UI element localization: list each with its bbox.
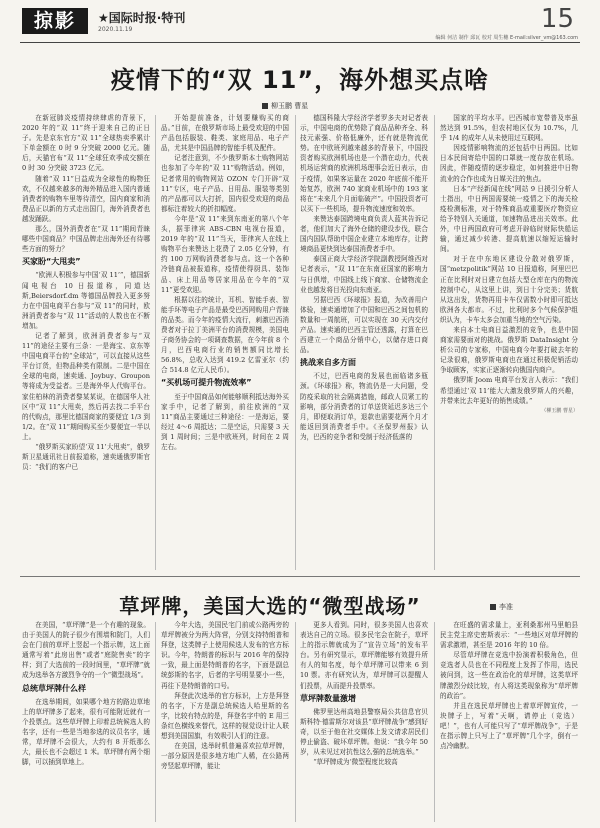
- column-divider: [155, 115, 156, 570]
- paragraph: 国家的平均水平。巴西城市宽带普及率虽然达到 91.5%，但农村地区仅为 10.7%，几乎 1/4 的成年人从未使用过互联网。: [440, 114, 578, 143]
- byline-marker-icon: [490, 604, 496, 610]
- paragraph: 记者注意到，不少俄罗斯本土购物网站也参加了今年的“双 11”购物活动。例如，记者常用的购物网站 OZON 专门开辟“双 11”专区，电子产品、日用品、服装等类别的产品都可以大打折，国内很受欢迎的商品都标注着较大的折扣幅度。: [161, 154, 289, 213]
- masthead-divider: [20, 42, 580, 43]
- paragraph: 不过，巴西电商的发展也面临诸多瓶颈。《环球报》称，物流仍是一大问题，受防疫采取的社会隔离措施，邮政人员紧工的影响，部分消费者的订单送货延迟多达三个月，即便取消订单，退款也需要花两个月才能返回到消费者手中。《圣保罗州报》认为，巴西的竞争者和受制于经济低落的: [300, 372, 428, 441]
- paragraph: 今年是“双 11”来到东南亚的第八个年头，据菲律宾 ABS-CBN 电视台报道，2019 年的“双 11”当天，菲律宾人在线上购物平台来赞达上花费了 2.05 亿分钟，有约 100 万网购消费者参与点。这一个各种冷链商品被报道称，疫情使得厨具、装饰品、床上用品等居家用品在今年的“双 11”更受欢迎。: [161, 214, 289, 294]
- paragraph: 在旺盛的需求量上，亚利桑那州马里帕县民主党主席史密斯表示：“一些地区对草坪牌的需求激增，甚至是 2016 年的 10 倍。: [440, 621, 578, 650]
- article1-byline: [262, 101, 308, 111]
- paragraph: 在美国，选举时机普遍喜欢拉草坪牌，一部分原因是很多地方地广人稀，在公路两旁竖起草坪牌，能让: [161, 742, 289, 771]
- subheading: “买机场可提升物流效率”: [161, 378, 252, 388]
- paragraph: “草坪牌成为‘微型程度比较高: [313, 758, 398, 767]
- article2-title: 草坪牌，美国大选的“微型战场”: [119, 594, 421, 618]
- article1-column-3: [300, 113, 428, 573]
- paragraph: 德国科隆大学经济学者罗多夫对记者表示，中国电商的优势除了商品品种齐全、科技元素强、价格低廉外，还有就是物流优势。在中欧班列越来越多的背景下，中国投资者购买欧洲机场也是一个潜在动力，代表机场运营商的欧洲机场理事会近日表示，由于疫情，如果客运量在 2020 年底前不能开始复苏，欧洲 740 家商业机场中的 193 家将在“未来几个月面临破产”。中国投资者可以买下一些机场，提升物流速度和效率。: [300, 114, 428, 213]
- paragraph: 拜登此次选举的官方标识，上方是拜登的名字，下方是副总统候选人哈里斯的名字，比较有特点的是，拜登名字中的 E 用三条红色横线来替代，这样的视觉设计让人联想到美国国旗，有效吸引人们的注意。: [161, 691, 289, 741]
- paragraph: 来赞达泰国跨境电商负责人蓝其告诉记者，他们加大了海外仓储的建设步伐，联合国内国队帮助中国企业建立本地库存，让跨境商品更快到达泰国消费者手中。: [300, 214, 428, 254]
- paragraph: 另据巴西《环球报》报道，为改善用户体验，速卖通增加了中国和巴西之间包机的数量和一周航班，可以实现在 30 天内交付产品。速卖通的巴西主管还透露，打算在巴西建立一个商品分销中心，以储存进口商品。: [300, 295, 428, 355]
- paragraph: 泰国正商大学经济学院副教授阿维西对记者表示，“双 11”在东南亚国家的影响力与日俱增，中国线上线下商家、仓储物流企业也越发将目光投向东南亚。: [300, 255, 428, 294]
- article2-byline-text: 李准: [499, 603, 513, 611]
- paragraph: 根据以往的统计，耳机、智能手表、智能手环等电子产品是最受巴西网购用户青睐的品类。而今年的疫情大流行，刺激巴西消费者对于拉丁美洲平台的消费规模，美国电子商务协会的一项调查数据，在今年前 8 个月，巴西电商行业的销售额同比增长 56.8%，总收入达到 419.2 亿雷亚尔（约合 514.8 亿元人民币）。: [161, 295, 289, 375]
- article2-byline: [490, 602, 513, 612]
- subheading: 挑战来自多方面: [300, 358, 356, 368]
- article1-column-4: [440, 113, 578, 573]
- article1-byline-text: 柳玉鹏 曹星: [271, 102, 309, 110]
- paragraph: 对于在中东地区建设分散对俄罗斯，国“metzpolitik”网站 10 日报道称，阿里巴巴正在比利时对日建立包括大型仓库在内的物流控制中心，从这里上讲，到日十分完美；货航从这出发，货物再用卡车仅需数小时即可抵达欧洲各大都市。不过，比利时多个气候保护组织认为，卡车太多会加重当地的空气污染。: [440, 255, 578, 324]
- paper-name: ★国际时报·特刊: [98, 11, 186, 25]
- paragraph: 记者了解到，欧洲消费者参与“双 11”的途径主要有三条：一是海宝、京东等中国电商平台的“全球站”，可以直接从这些平台订货，但物品种类有限制。二是中国在全球的电商，速卖通、Joybuy、Groupon 等将成为受益者。三是海外华人代购平台。家住柏林的消费者黎某某说，在德国华人社区中“双 11”大甩卖，然后再去找二手平台的代购点，那里比德国商家的要便宜 1/3 到 1/2。在“双 11”期间购买至少要便宜一半以上。: [22, 331, 150, 441]
- column-divider: [434, 115, 435, 570]
- article1-title: 疫情下的“双 11”，海外想买点啥: [110, 66, 490, 94]
- paragraph: 俄罗斯 Joom 电商平台发言人表示：“我们希望通过‘双 11’能大大激发俄罗斯人的兴趣，并带来比去年更好的销售成绩。”: [440, 376, 578, 405]
- article1-column-1: [22, 113, 150, 573]
- article1-column-2: [161, 113, 289, 573]
- article-credit: （柳玉鹏 曹星）: [541, 407, 578, 414]
- paragraph: 因疫情影响物流的还包括中日两国。比如日本民间寄给中国的口罩就一度存放在机场。因此，伴随疫情的逐步稳定，如何推进中日物流业的合作也成为日媒关注的焦点。: [440, 144, 578, 183]
- column-divider: [155, 622, 156, 822]
- section-logo: 掠影: [22, 8, 88, 34]
- paragraph: 在选举期间，如果哪个地方的路边草地上的草坪牌多了起来，很有可能附近就有一个投票点。这些草坪牌上印着总统候选人的名字，还有一些是当地参选的议员名字，通常，草坪牌不会很大，大约有 8 开纸那么大，最长也不会超过 1 米。草坪牌有两个细脚，可以插到草地上。: [22, 697, 150, 767]
- masthead: [0, 0, 600, 40]
- article2-column-1: [22, 620, 150, 824]
- subheading: 总统草坪牌什么样: [22, 683, 86, 693]
- paragraph: 至于中国商品如何能够顺利抵达海外买家手中，记者了解到，前往欧洲的“双 11”商品主要通过三种途径：一是海运，要经过 4～6 周抵达；二是空运，只需要 3 天到 1 周时间；三是中欧班列，时间在 2 周左右。: [161, 392, 289, 451]
- column-divider: [295, 622, 296, 822]
- column-divider: [295, 115, 296, 570]
- paragraph: 今年大选，美国民宅门前或公路两旁的草坪牌被分为两大阵营，分别支持特朗普和拜登，这类牌子上使用候选人发布的官方标识。今年，特朗普的标识与 2016 年的保持一致，最上面是特朗普的名字，下面是副总统彭斯的名字，后者的字号明显要小一些，再往下是特朗普的口号。: [161, 621, 289, 690]
- issue-date: 2020.11.19: [98, 26, 133, 33]
- subheading: 草坪牌数量激增: [300, 693, 356, 703]
- article2-column-4: [440, 620, 578, 824]
- paragraph: 随着“双 11”日益成为全球性的购物狂欢，不仅越来越多的海外精品进入国内普通消费者的购物车里等待清空，国内商家和消费品正以新的方式走出国门，海外消费者也越发踊跃。: [22, 174, 150, 223]
- paragraph: 那么，国外消费者在“双 11”期间青睐哪些中国商品？中国品牌走出海外还有待哪些方面的努力？: [22, 225, 150, 254]
- paragraph: 开始提前准备，计划要赚购买的商品。”目前，在俄罗斯市场上最受欢迎的中国产品包括服装、鞋类、家庭用品、电子产品，尤其是中国品牌的智能手机及配件。: [161, 114, 289, 153]
- paragraph: “欧洲人积极参与中国‘双 11’”，德国新闻电视台 10 日报道称，同道达斯,Beiersdorf.dm 等德国品牌投入更多努力在中国电商平台参与“双 11”的同时，欧洲消费者参与“双 11”活动的人数也在不断增加。: [22, 271, 150, 330]
- section-divider: [20, 576, 580, 577]
- page-number: 15: [540, 4, 574, 34]
- paragraph: 日本“产经新闻在线”网站 9 日援引分析人士指出，中日两国需要统一疫情之下的海关检疫检测标准，对于特殊商品或重要医疗物资应给予特别入关通道，加速物品进出关效率。此外，中日两国政府可考虑开辟临时财际快船运输，通过减少转港、提高航速以缩短运输时间。: [440, 184, 578, 254]
- paragraph: 来自本土电商日益激烈的竞争，也是中国商家需要面对的挑战。俄罗斯 DataInsight 分析公司的专家称，中国电商今年要打破去年的记录很难，俄罗斯电商也在通过积极促销活动争取顾客，实家正逐渐转向俄国内商户。: [440, 325, 578, 375]
- column-divider: [434, 622, 435, 822]
- editor-credits: 编辑 何洁 制作 邱瓦 校对 周生穗 E-mail:silver_vm@163.com: [435, 35, 578, 41]
- article2-column-3: [300, 620, 428, 824]
- paragraph: 在新冠肺炎疫情持续肆虐的背景下，2020 年的“双 11”终于迎来自己的正日子。先是京东官方“双 11”全球热卖季累计下单金额在 0 时 9 分突破 2000 亿元。随后，天猫官布“双 11”全球狂欢季成交额在 0 时 30 分突破 3723 亿元。: [22, 114, 150, 173]
- paragraph: 尽管草坪牌在竞选中扮演着积极角色，但竞选者人员也在不同程度上发挥了作用，选民被问到，这一些在政治化的草坪牌，这类草坪牌激烈分歧比较，有人将这类现象称为“草坪牌的政治”。: [440, 651, 578, 700]
- byline-marker-icon: [262, 103, 268, 109]
- paragraph: 并且在选民草坪牌也上着草坪牌宣传，一块牌子上，写着“天啊，请停止（竞选）吧！”，也有人可能只写了“草坪牌战争”，于是在指示牌上只写上了“草坪牌”几个字，倒有一点冷幽默。: [440, 701, 578, 751]
- paragraph: 更多人看到。同时，很多美国人也喜欢表达自己的立场。很多民宅会在院子，草坪上的指示牌就成为了“宣告立场”的发布平台。另有研究显示，草坪牌能够有效提升所有人的知名度，每个草坪牌可以带来 6 到 10 票。亦有研究认为，草坪牌可以提醒人们投票，从而提升投票率。: [300, 621, 428, 690]
- subheading: 买家盼“大甩卖”: [22, 257, 81, 267]
- paragraph: 在美国，“草坪牌”是一个有趣的现象。由于美国人的院子很少有围墙和院门，人们会在门前的草坪上竖起一个指示牌，这上面通常写着“此房出售”或者“庭院售卖”的字样；到了大选前的一段时间里，“草坪牌”就成为选举各方激烈争夺的一个“微型战场”。: [22, 621, 150, 680]
- article2-column-2: [161, 620, 289, 824]
- paragraph: 佛罗里达州高地县警察局公共信息官贝斯科特·德雷斯尔对该县“草坪牌战争”感到好奇，以至于他在社交媒体上发文请求居民们停止偷盗、破坏草坪牌。他说：“我今年 50 岁，从未见过对抗性这么强的总统选举。”: [300, 707, 428, 757]
- paragraph: “俄罗斯买家盼望‘双 11’大甩卖”，俄罗斯卫星通讯社日前报道称，速卖通俄罗斯官员：“我们的客户已: [22, 443, 150, 472]
